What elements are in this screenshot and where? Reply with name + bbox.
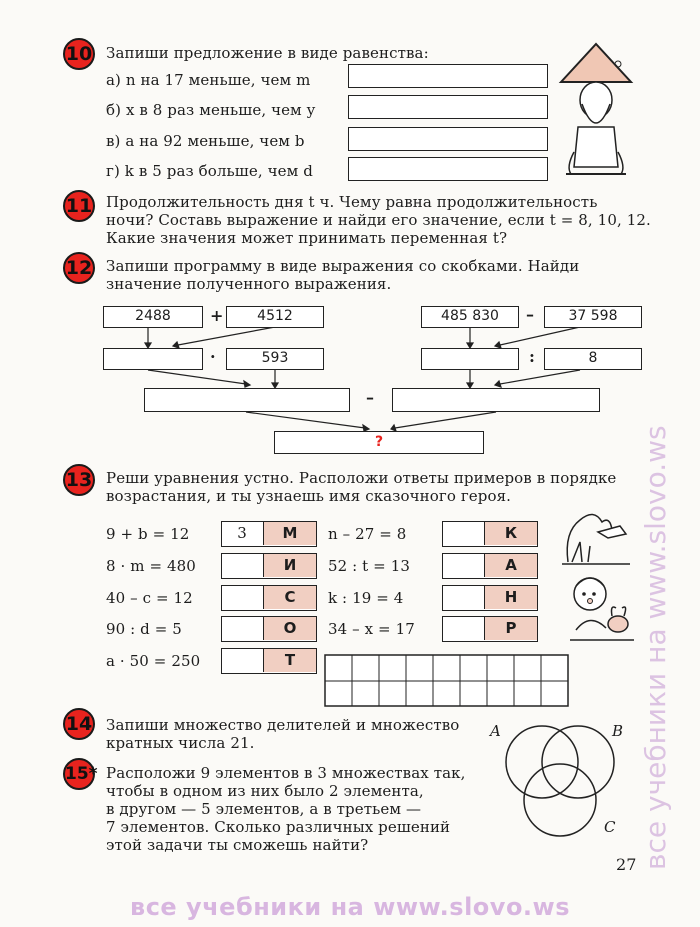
- task-10-title: Запиши предложение в виде равенства:: [106, 44, 429, 62]
- answer-pair-a[interactable]: [442, 553, 538, 579]
- venn-label-c: C: [604, 818, 616, 836]
- equation: a · 50 = 250: [106, 652, 201, 670]
- task-10-item-b: б) x в 8 раз меньше, чем y: [106, 101, 316, 119]
- task-number-12: 12: [63, 252, 95, 284]
- task-10-item-d: г) k в 5 раз больше, чем d: [106, 162, 313, 180]
- answer-letter: К: [484, 522, 537, 545]
- answer-pair-s[interactable]: [221, 585, 317, 611]
- answer-value[interactable]: 3: [237, 524, 247, 542]
- equation: 40 – c = 12: [106, 589, 193, 607]
- task-14-line-1: Запиши множество делителей и множество: [106, 716, 460, 734]
- program-box-4512[interactable]: 4512: [226, 306, 324, 328]
- answer-value[interactable]: [443, 586, 483, 609]
- task-11-line-2: ночи? Составь выражение и найди его значение, если t = 8, 10, 12.: [106, 211, 651, 229]
- op-minus-top: –: [526, 305, 534, 324]
- tree-animal-illustration: [560, 502, 632, 568]
- answer-pair-o[interactable]: [221, 616, 317, 642]
- task-number-11: 11: [63, 190, 95, 222]
- name-grid[interactable]: [324, 654, 572, 710]
- task-15-line-1: Расположи 9 элементов в 3 множествах так,: [106, 764, 466, 782]
- equation: 34 – x = 17: [328, 620, 415, 638]
- op-plus: +: [210, 306, 224, 325]
- equation: 90 : d = 5: [106, 620, 182, 638]
- program-box-593[interactable]: 593: [226, 348, 324, 370]
- answer-letter: И: [263, 554, 316, 577]
- answer-value[interactable]: [443, 617, 483, 640]
- task-11-line-1: Продолжительность дня t ч. Чему равна продолжительность: [106, 193, 598, 211]
- vertical-watermark: [635, 135, 675, 875]
- answer-value[interactable]: [222, 586, 262, 609]
- task-10-item-a: а) n на 17 меньше, чем m: [106, 71, 311, 89]
- program-box-quotient[interactable]: [392, 388, 600, 412]
- program-box-8[interactable]: 8: [544, 348, 642, 370]
- task-number-13: 13: [63, 464, 95, 496]
- program-box-product[interactable]: [144, 388, 350, 412]
- answer-pair-m[interactable]: [221, 521, 317, 547]
- equation: 8 · m = 480: [106, 557, 196, 575]
- task-12-line-1: Запиши программу в виде выражения со скобками. Найди: [106, 257, 580, 275]
- answer-value[interactable]: [222, 617, 262, 640]
- answer-letter: Т: [263, 649, 316, 672]
- answer-pair-t[interactable]: [221, 648, 317, 674]
- venn-label-a: A: [490, 722, 501, 740]
- answer-pair-n[interactable]: [442, 585, 538, 611]
- task-13-line-1: Реши уравнения устно. Расположи ответы примеров в порядке: [106, 469, 617, 487]
- answer-pair-r[interactable]: [442, 616, 538, 642]
- program-box-result[interactable]: ?: [274, 431, 484, 454]
- task-13-line-2: возрастания, и ты узнаешь имя сказочного героя.: [106, 487, 512, 505]
- task-12-line-2: значение полученного выражения.: [106, 275, 392, 293]
- answer-letter: О: [263, 617, 316, 640]
- op-dot: ·: [210, 347, 216, 366]
- task-14-line-2: кратных числа 21.: [106, 734, 255, 752]
- boy-dog-illustration: [566, 568, 636, 646]
- answer-pair-i[interactable]: [221, 553, 317, 579]
- task-15-line-4: 7 элементов. Сколько различных решений: [106, 818, 451, 836]
- answer-value[interactable]: [443, 554, 483, 577]
- program-box-485830[interactable]: 485 830: [421, 306, 519, 328]
- answer-letter: М: [263, 522, 316, 545]
- program-box-2488[interactable]: 2488: [103, 306, 203, 328]
- answer-letter: А: [484, 554, 537, 577]
- task-15-line-5: этой задачи ты сможешь найти?: [106, 836, 369, 854]
- task-number-10: 10: [63, 38, 95, 70]
- program-box-37598[interactable]: 37 598: [544, 306, 642, 328]
- answer-value[interactable]: [443, 522, 483, 545]
- equation: n – 27 = 8: [328, 525, 407, 543]
- program-box-sum[interactable]: [103, 348, 203, 370]
- task-number-14: 14: [63, 708, 95, 740]
- answer-value[interactable]: [222, 554, 262, 577]
- program-box-diff[interactable]: [421, 348, 519, 370]
- venn-label-b: B: [612, 722, 624, 740]
- answer-letter: Р: [484, 617, 537, 640]
- vertical-watermark-text: все учебники на www.slovo.ws: [639, 425, 672, 870]
- op-minus-mid: –: [366, 388, 374, 407]
- task-15-line-3: в другом — 5 элементов, а в третьем —: [106, 800, 422, 818]
- answer-pair-k[interactable]: [442, 521, 538, 547]
- equation: k : 19 = 4: [328, 589, 404, 607]
- bottom-watermark: все учебники на www.slovo.ws: [130, 893, 570, 921]
- equation: 9 + b = 12: [106, 525, 190, 543]
- answer-letter: Н: [484, 586, 537, 609]
- task-10-item-c: в) a на 92 меньше, чем b: [106, 132, 305, 150]
- task-11-line-3: Какие значения может принимать переменная t?: [106, 229, 508, 247]
- page-number: 27: [616, 855, 637, 874]
- answer-letter: С: [263, 586, 316, 609]
- op-colon: :: [529, 347, 535, 366]
- equation: 52 : t = 13: [328, 557, 410, 575]
- answer-value[interactable]: [222, 649, 262, 672]
- task-15-line-2: чтобы в одном из них было 2 элемента,: [106, 782, 424, 800]
- task-number-15: 15*: [63, 758, 95, 790]
